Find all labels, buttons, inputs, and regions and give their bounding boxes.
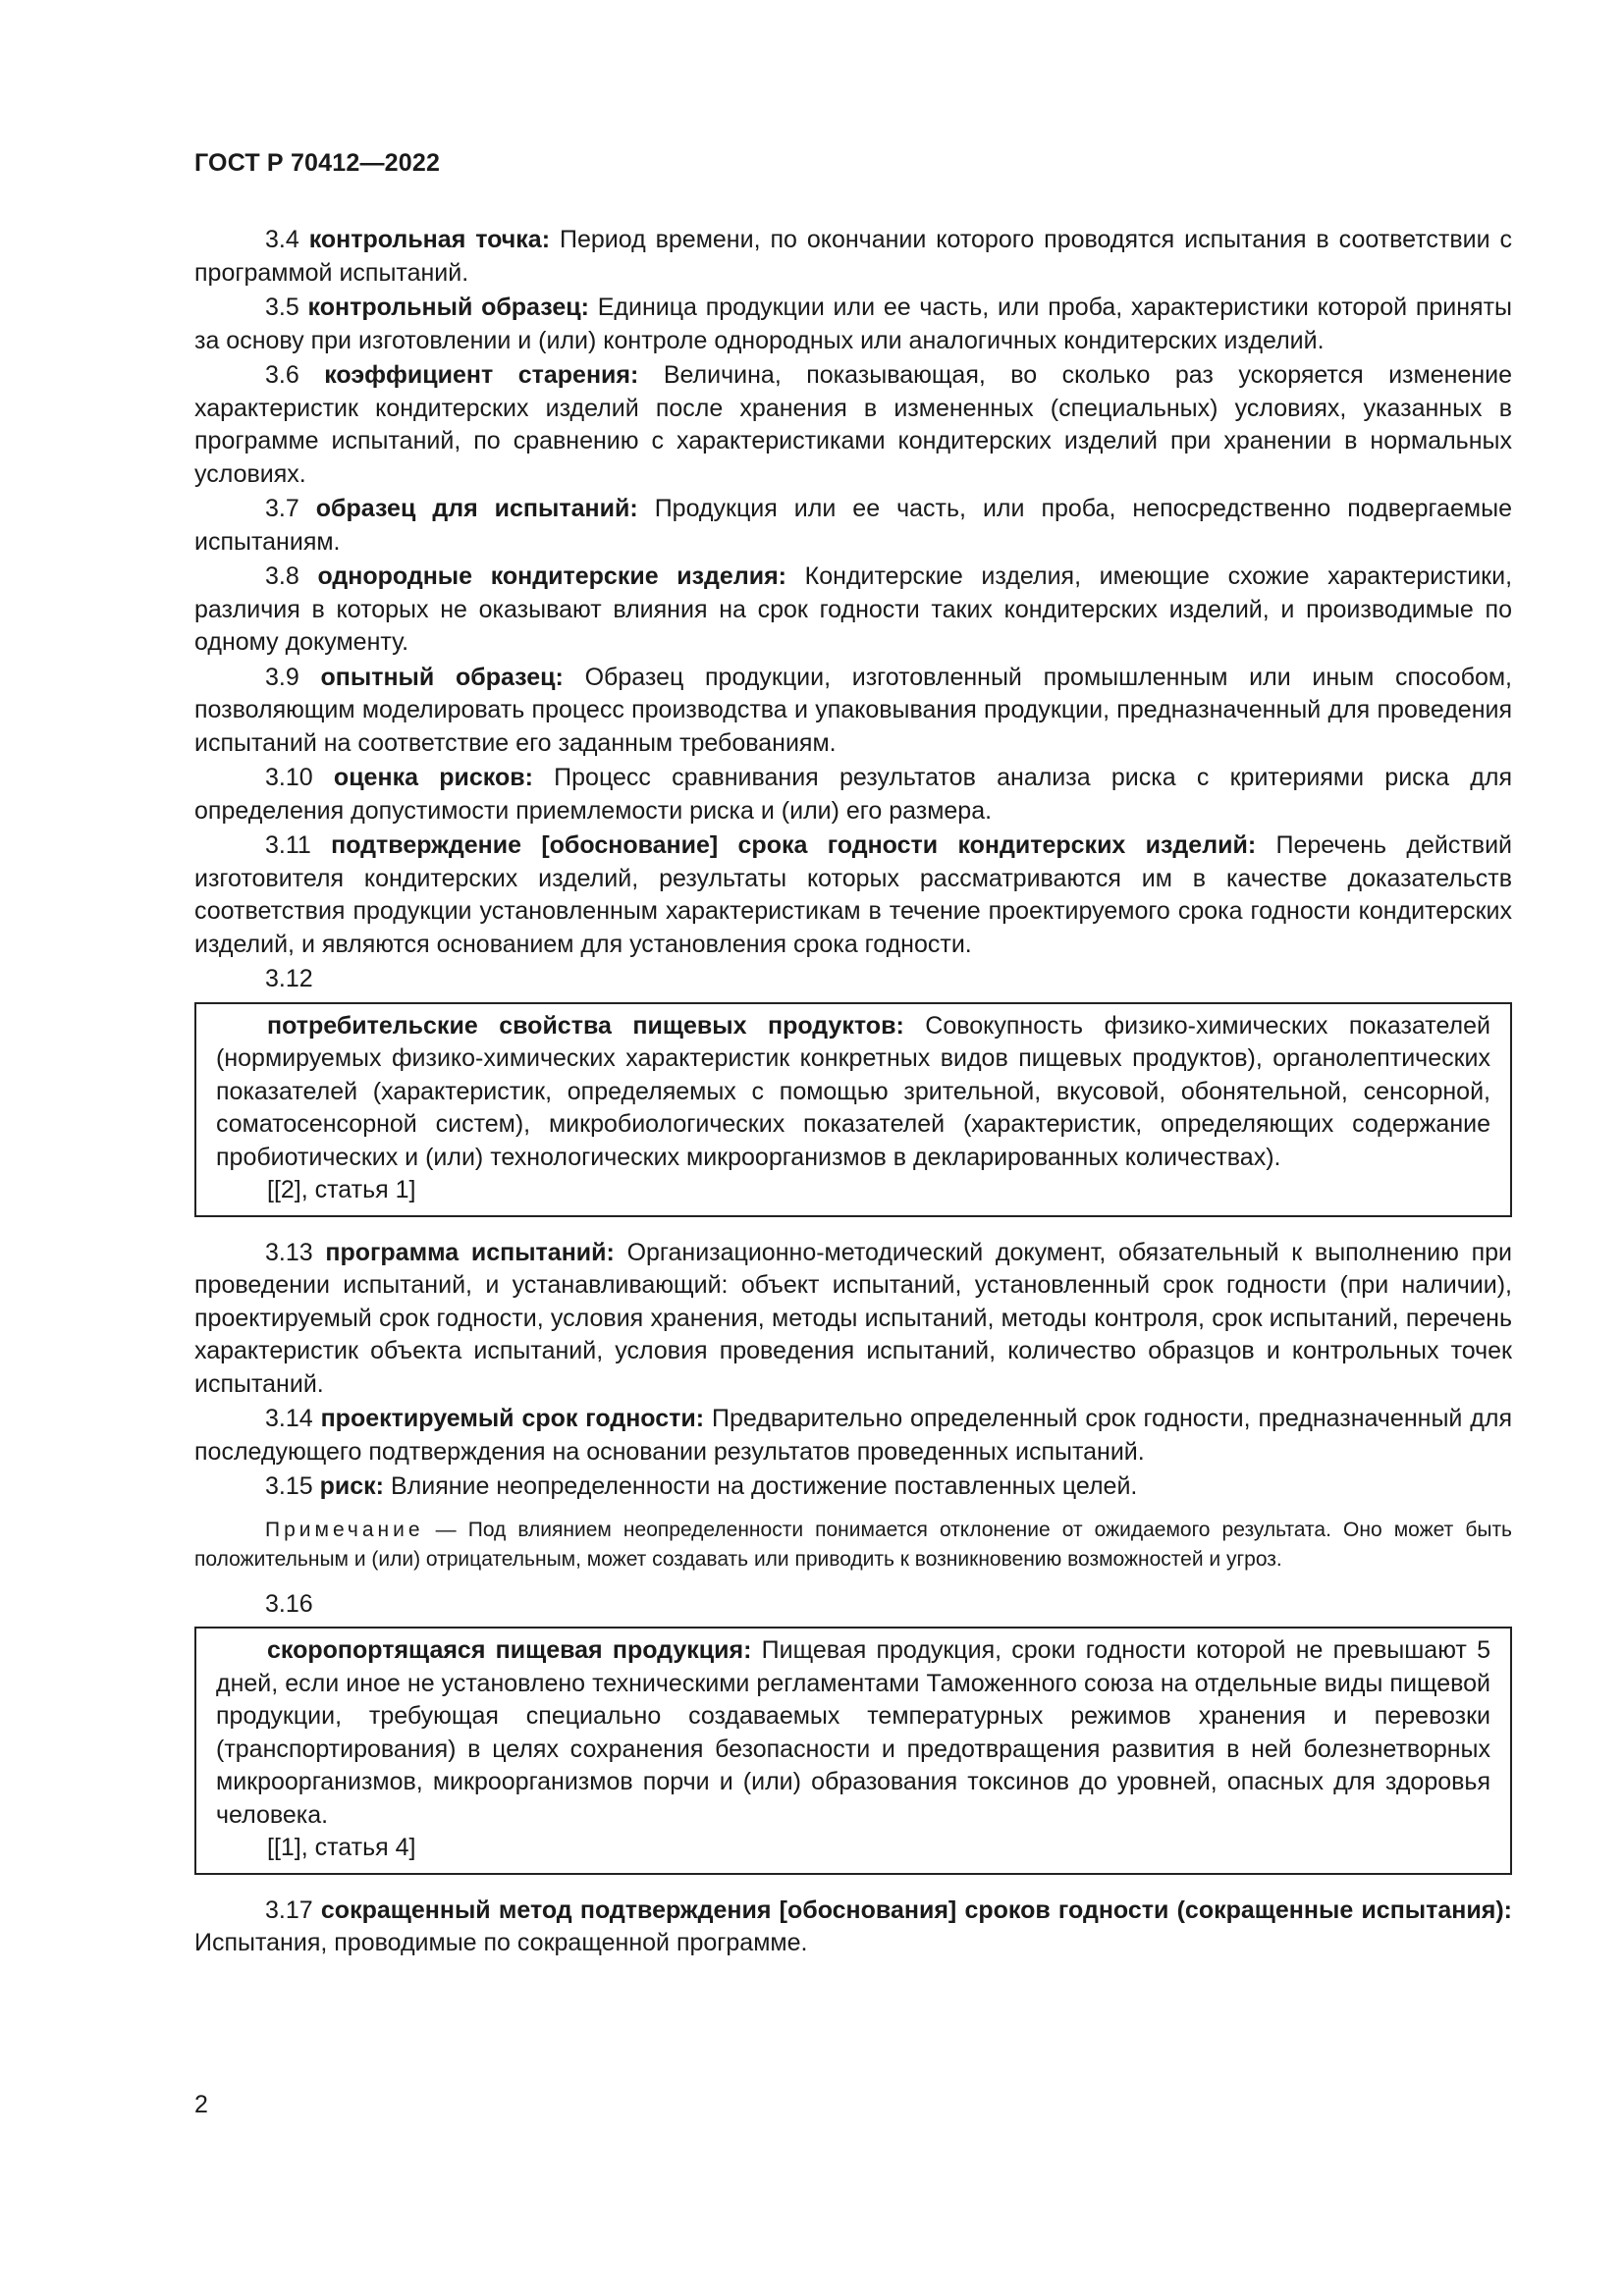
term-3-12-number: 3.12: [265, 965, 313, 992]
term-3-13: [194, 1237, 1512, 1402]
term-3-15: [194, 1470, 1512, 1504]
term-definition: Совокупность физико-химических показателей (нормируемых физико-химических характеристик конкретных видов пищевых продуктов), органолептических показателей (характеристик, определяемых с помощью зрительной, вкусовой, обонятельной, сенсорной, соматосенсорной систем), микробиологических показателей (характеристик, определяющих содержание пробиотических и (или) технологических микроорганизмов в декларированных количествах).: [216, 1011, 1490, 1171]
term-number: 3.17: [265, 1896, 313, 1924]
term-definition: Образец продукции, изготовленный промышленным или иным способом, позволяющим моделировать процесс производства и упаковывания продукции, предназначенный для проведения испытаний на соответствие его заданным требованиям.: [194, 663, 1512, 757]
term-name: контрольный образец:: [307, 294, 589, 321]
term-3-6: [194, 359, 1512, 491]
term-number: 3.5: [265, 294, 299, 321]
term-3-4: [194, 224, 1512, 290]
term-number: 3.9: [265, 663, 299, 691]
term-definition: Организационно-методический документ, обязательный к выполнению при проведении испытаний, и устанавливающий: объект испытаний, установленный срок годности (при наличии), проектируемый срок годности, условия хранения, методы испытаний, методы контроля, срок испытаний, перечень характеристик объекта испытаний, условия проведения испытаний, количество образцов и контрольных точек испытаний.: [194, 1238, 1512, 1398]
term-name: риск:: [319, 1472, 385, 1500]
term-3-8: [194, 561, 1512, 660]
term-definition: Испытания, проводимые по сокращенной программе.: [194, 1929, 808, 1956]
term-number: 3.8: [265, 562, 299, 590]
quoted-term-box-3-12: [194, 1002, 1512, 1217]
term-3-9: [194, 662, 1512, 761]
term-number: 3.14: [265, 1405, 313, 1432]
term-3-10: [194, 762, 1512, 828]
term-name: опытный образец:: [320, 663, 564, 691]
quoted-term-3-16: [216, 1634, 1490, 1832]
term-name: образец для испытаний:: [315, 495, 638, 522]
term-definition: Единица продукции или ее часть, или проба, характеристики которой приняты за основу при изготовлении и (или) контроле однородных или аналогичных кондитерских изделий.: [194, 294, 1512, 354]
page-number: 2: [194, 2091, 208, 2118]
note-text: — Под влиянием неопределенности понимается отклонение от ожидаемого результата. Оно может быть положительным и (или) отрицательным, может создавать или приводить к возникновению возможностей и угроз.: [194, 1518, 1512, 1571]
term-number: 3.15: [265, 1472, 313, 1500]
term-definition: Период времени, по окончании которого проводятся испытания в соответствии с программой испытаний.: [194, 226, 1512, 287]
note: [194, 1516, 1512, 1575]
term-name: скоропортящаяся пищевая продукция:: [267, 1636, 752, 1664]
term-definition: Пищевая продукция, сроки годности которой не превышают 5 дней, если иное не установлено техническими регламентами Таможенного союза на отдельные виды пищевой продукции, требующая специально создаваемых температурных режимов хранения и перевозки (транспортирования) в целях сохранения безопасности и предотвращения развития в ней болезнетворных микроорганизмов, микроорганизмов порчи и (или) образования токсинов до уровней, опасных для здоровья человека.: [216, 1636, 1490, 1829]
term-definition: Перечень действий изготовителя кондитерских изделий, результаты которых рассматриваются им в качестве доказательств соответствия продукции установленным характеристикам в течение проектируемого срока годности кондитерских изделий, и являются основанием для установления срока годности.: [194, 831, 1512, 958]
note-label: Примечание: [265, 1518, 424, 1541]
term-3-16-number: 3.16: [265, 1589, 313, 1618]
term-definition: Влияние неопределенности на достижение поставленных целей.: [390, 1472, 1138, 1500]
term-number: 3.11: [265, 831, 311, 859]
term-number: 3.13: [265, 1238, 313, 1266]
term-name: однородные кондитерские изделия:: [317, 562, 786, 590]
term-definition: Кондитерские изделия, имеющие схожие характеристики, различия в которых не оказывают влияния на срок годности таких кондитерских изделий, и производимые по одному документу.: [194, 562, 1513, 656]
term-3-5: [194, 292, 1512, 357]
term-number: 3.10: [265, 764, 313, 791]
term-number: 3.6: [265, 361, 299, 389]
term-definition: Величина, показывающая, во сколько раз ускоряется изменение характеристик кондитерских изделий после хранения в измененных (специальных) условиях, указанных в программе испытаний, по сравнению с характеристиками кондитерских изделий при хранении в нормальных условиях.: [194, 361, 1512, 488]
term-3-14: [194, 1403, 1512, 1468]
term-name: контрольная точка:: [308, 226, 551, 253]
document-header: ГОСТ Р 70412—2022: [194, 149, 441, 177]
term-source: [[1], статья 4]: [267, 1834, 416, 1861]
term-3-7: [194, 493, 1512, 559]
document-body: [194, 224, 1512, 1962]
quoted-term-box-3-16: [194, 1627, 1512, 1875]
term-number: 3.4: [265, 226, 299, 253]
term-name: оценка рисков:: [333, 764, 533, 791]
term-number: 3.7: [265, 495, 299, 522]
term-definition: Предварительно определенный срок годности, предназначенный для последующего подтверждения на основании результатов проведенных испытаний.: [194, 1405, 1512, 1466]
quoted-term-3-12: [216, 1010, 1490, 1175]
term-name: коэффициент старения:: [324, 361, 639, 389]
term-3-17: [194, 1895, 1512, 1960]
term-source: [[2], статья 1]: [267, 1176, 416, 1203]
term-definition: Процесс сравнивания результатов анализа риска с критериями риска для определения допустимости приемлемости риска и (или) его размера.: [194, 764, 1512, 825]
term-3-11: [194, 829, 1512, 961]
term-name: потребительские свойства пищевых продуктов:: [267, 1011, 904, 1040]
term-definition: Продукция или ее часть, или проба, непосредственно подвергаемые испытаниям.: [194, 495, 1512, 556]
term-name: проектируемый срок годности:: [320, 1405, 705, 1432]
term-name: подтверждение [обоснование] срока годности кондитерских изделий:: [331, 831, 1257, 859]
term-name: сокращенный метод подтверждения [обоснования] сроков годности (сокращенные испытания):: [320, 1896, 1513, 1924]
term-name: программа испытаний:: [325, 1238, 615, 1266]
